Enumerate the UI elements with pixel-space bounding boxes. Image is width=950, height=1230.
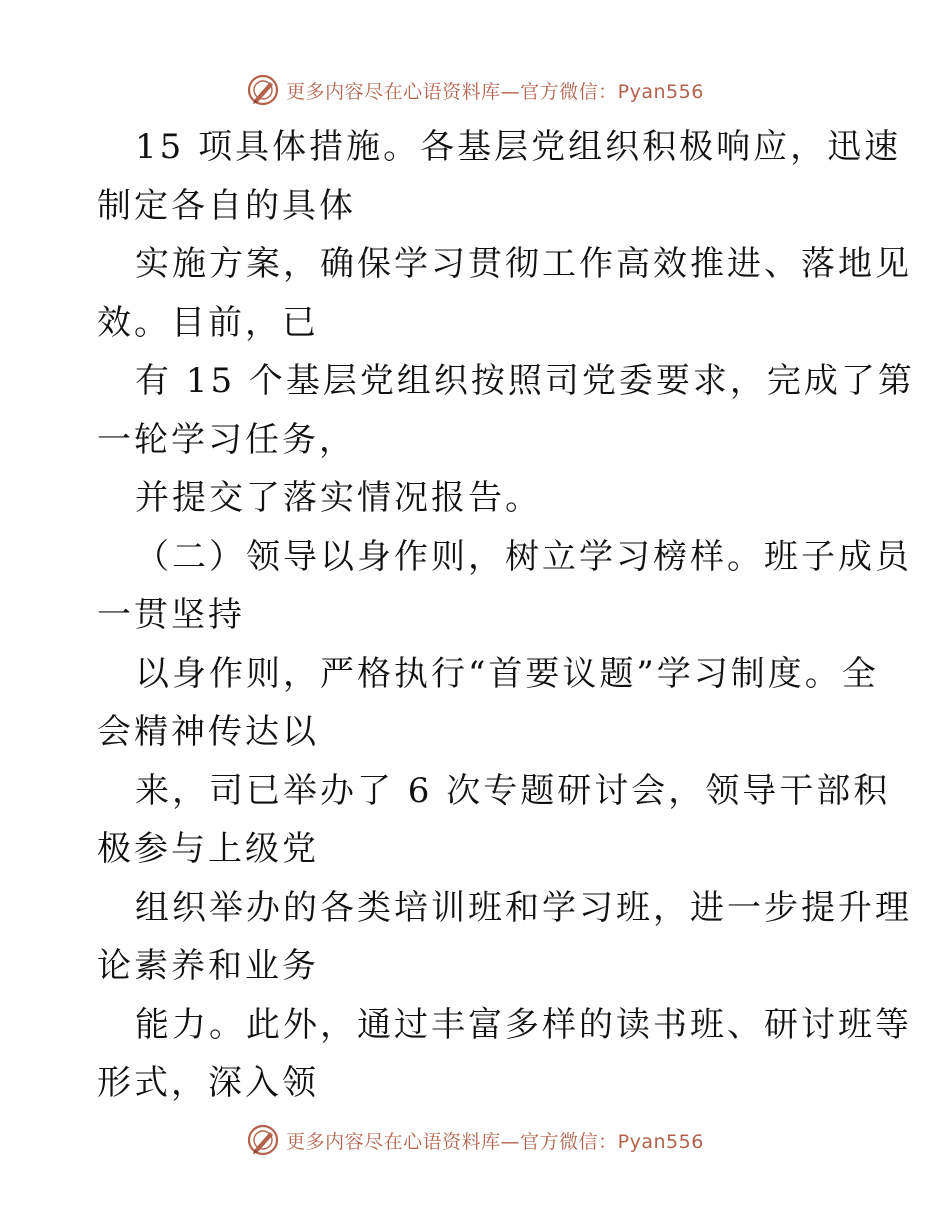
text-line: 实施方案，确保学习贯彻工作高效推进、落地见 [135, 244, 912, 284]
text-line: 论素养和业务 [97, 946, 319, 986]
text-line: 来，司已举办了 6 次专题研讨会，领导干部积 [135, 770, 891, 811]
text-line: 有 15 个基层党组织按照司党委要求，完成了第 [135, 361, 915, 401]
text-line: 以身作则，严格执行“首要议题”学习制度。全 [135, 653, 879, 694]
text-line: 组织举办的各类培训班和学习班，进一步提升理 [135, 887, 912, 928]
text-line: 一贯坚持 [97, 595, 245, 635]
pen-logo-icon [246, 73, 280, 107]
header-banner [0, 70, 950, 110]
text-line: （二）领导以身作则，树立学习榜样。班子成员 [135, 536, 912, 577]
text-line: 15 项具体措施。各基层党组织积极响应，迅速 [135, 127, 902, 167]
document-body [97, 118, 915, 1113]
text-line: 效。目前，已 [97, 302, 319, 343]
text-line: 一轮学习任务， [97, 419, 356, 460]
footer-banner [0, 1120, 950, 1160]
text-line: 制定各自的具体 [97, 185, 356, 226]
text-line: 极参与上级党 [97, 829, 319, 869]
text-line: 并提交了落实情况报告。 [135, 478, 542, 518]
text-line: 形式，深入领 [97, 1063, 319, 1103]
banner-text: 更多内容尽在心语资料库—官方微信：Pyan556 [286, 1130, 704, 1153]
text-line: 会精神传达以 [97, 712, 319, 752]
banner-text: 更多内容尽在心语资料库—官方微信：Pyan556 [286, 80, 704, 103]
pen-logo-icon [246, 1123, 280, 1157]
text-line: 能力。此外，通过丰富多样的读书班、研讨班等 [135, 1004, 912, 1045]
